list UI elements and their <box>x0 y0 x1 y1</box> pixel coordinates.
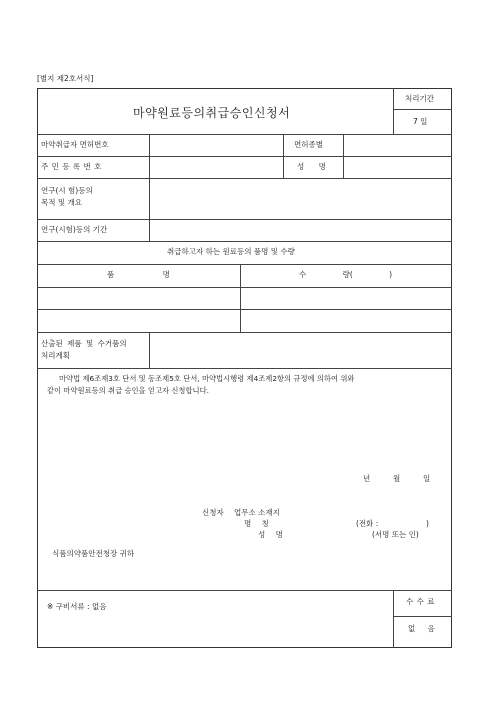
purpose-label-line1: 연구(시 험)등의 <box>41 186 93 195</box>
fee-divider <box>393 590 394 648</box>
mid-divider <box>283 134 284 178</box>
applicant-name-label: 성 명 <box>258 530 283 539</box>
processing-split <box>393 109 452 110</box>
item-name-column-header: 품 명 <box>107 270 170 279</box>
form-number-tag: [별지 제2호서식] <box>37 74 94 83</box>
item-quantity-cell[interactable] <box>241 288 451 308</box>
purpose-field[interactable] <box>150 179 451 218</box>
resident-number-label: 주 민 등 록 번 호 <box>41 162 102 171</box>
fee-split <box>393 616 452 617</box>
disposal-plan-field[interactable] <box>150 333 451 367</box>
fee-value: 없 음 <box>408 624 435 633</box>
required-documents-label: ※ 구비서류 : 없음 <box>47 602 107 611</box>
statement-line2: 같이 마약원료등의 취급 승인을 얻고자 신청합니다. <box>47 386 209 395</box>
processing-divider <box>393 88 394 134</box>
date-year-label: 년 <box>363 474 371 483</box>
item-name-cell[interactable] <box>38 310 239 331</box>
office-address-label: 업무소 소재지 <box>234 508 280 517</box>
license-number-label: 마약취급자 면허번호 <box>41 140 109 149</box>
license-type-label: 면허종별 <box>294 140 323 149</box>
organization-name-label: 명 칭 <box>244 519 269 528</box>
disposal-label-line2: 처리계획 <box>41 351 70 360</box>
recipient-label: 식품의약품안전청장 귀하 <box>52 549 135 558</box>
processing-period-value: 7 일 <box>413 117 428 126</box>
phone-close: ) <box>426 519 429 528</box>
form-title: 마약원료등의취급승인신청서 <box>133 106 291 120</box>
fee-label: 수 수 료 <box>406 597 435 606</box>
period-label: 연구(시험)등의 기간 <box>41 225 108 234</box>
processing-period-label: 처리기간 <box>405 94 434 103</box>
item-quantity-cell[interactable] <box>241 310 451 331</box>
resident-number-field[interactable] <box>150 157 282 177</box>
license-type-field[interactable] <box>344 135 451 155</box>
applicant-label: 신청자 <box>202 508 224 517</box>
row-line <box>37 241 452 242</box>
license-number-field[interactable] <box>150 135 282 155</box>
period-field[interactable] <box>150 220 451 240</box>
name-field[interactable] <box>344 157 451 177</box>
item-name-cell[interactable] <box>38 288 239 308</box>
row-line <box>37 368 452 369</box>
disposal-label-line1: 산출된 제품 및 수거품의 <box>41 339 127 348</box>
purpose-label-line2: 목적 및 개요 <box>41 198 82 207</box>
row-line <box>37 590 452 591</box>
items-section-header: 취급하고자 하는 원료등의 품명 및 수량 <box>167 247 295 256</box>
row-line <box>37 264 452 265</box>
statement-line1: 마약법 제6조제3호 단서 및 동조제5호 단서, 마약법시행령 제4조제2항의 규정에 의하여 위와 <box>59 374 355 383</box>
date-month-label: 월 <box>393 474 401 483</box>
name-label: 성 명 <box>297 162 326 171</box>
phone-label: (전화 : <box>356 519 379 528</box>
item-quantity-column-header: 수 량( ) <box>299 270 393 279</box>
date-day-label: 일 <box>423 474 431 483</box>
signature-label: (서명 또는 인) <box>372 530 419 539</box>
